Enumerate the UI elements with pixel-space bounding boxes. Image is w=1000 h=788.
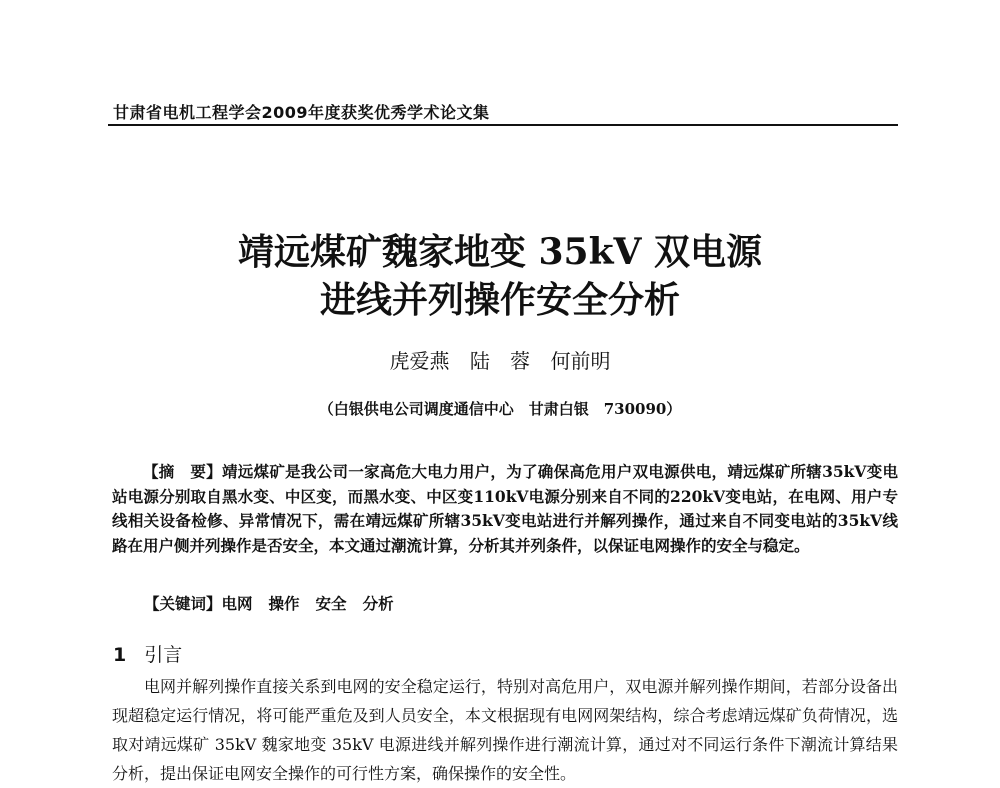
author-list	[0, 345, 1000, 374]
abstract-label: 【摘 要】	[143, 462, 222, 481]
affiliation: （白银供电公司调度通信中心 甘肃白银 730090）	[318, 400, 682, 418]
section-heading	[113, 640, 182, 667]
keyword: 电网	[221, 594, 253, 613]
keyword: 操作	[268, 594, 300, 613]
author-name: 虎爱燕	[389, 349, 450, 373]
section-number: 1	[113, 644, 127, 666]
header-rule	[108, 124, 898, 126]
author-name: 何前明	[550, 349, 611, 373]
author-name: 陆 蓉	[469, 349, 531, 373]
keywords-label: 【关键词】	[144, 594, 222, 613]
running-header: 甘肃省电机工程学会2009年度获奖优秀学术论文集	[113, 103, 490, 122]
abstract	[112, 460, 898, 558]
abstract-text: 靖远煤矿是我公司一家高危大电力用户，为了确保高危用户双电源供电，靖远煤矿所辖35kV变电站电源分别取自黑水变、中区变，而黑水变、中区变110kV电源分别来自不同的220kV变电站，在电网、用户专线相关设备检修、异常情况下，需在靖远煤矿所辖35kV变电站进行并解列操作，通过来自不同变电站的35kV线路在用户侧并列操作是否安全，本文通过潮流计算，分析其并列条件，以保证电网操作的安全与稳定。	[112, 462, 898, 555]
keywords	[144, 592, 410, 614]
paper-title-line-1: 靖远煤矿魏家地变 35kV 双电源	[237, 231, 763, 273]
keyword: 安全	[315, 594, 347, 613]
body-paragraph: 电网并解列操作直接关系到电网的安全稳定运行，特别对高危用户，双电源并解列操作期间，若部分设备出现超稳定运行情况，将可能严重危及到人员安全，本文根据现有电网网架结构，综合考虑靖远煤矿负荷情况，选取对靖远煤矿 35kV 魏家地变 35kV 电源进线并解列操作进行潮流计算，通过对不同运行条件下潮流计算结果分析，提出保证电网安全操作的可行性方案，确保操作的安全性。	[112, 677, 898, 783]
keyword: 分析	[362, 594, 394, 613]
paper-title-line-2: 进线并列操作安全分析	[319, 279, 680, 321]
section-title: 引言	[144, 644, 183, 666]
